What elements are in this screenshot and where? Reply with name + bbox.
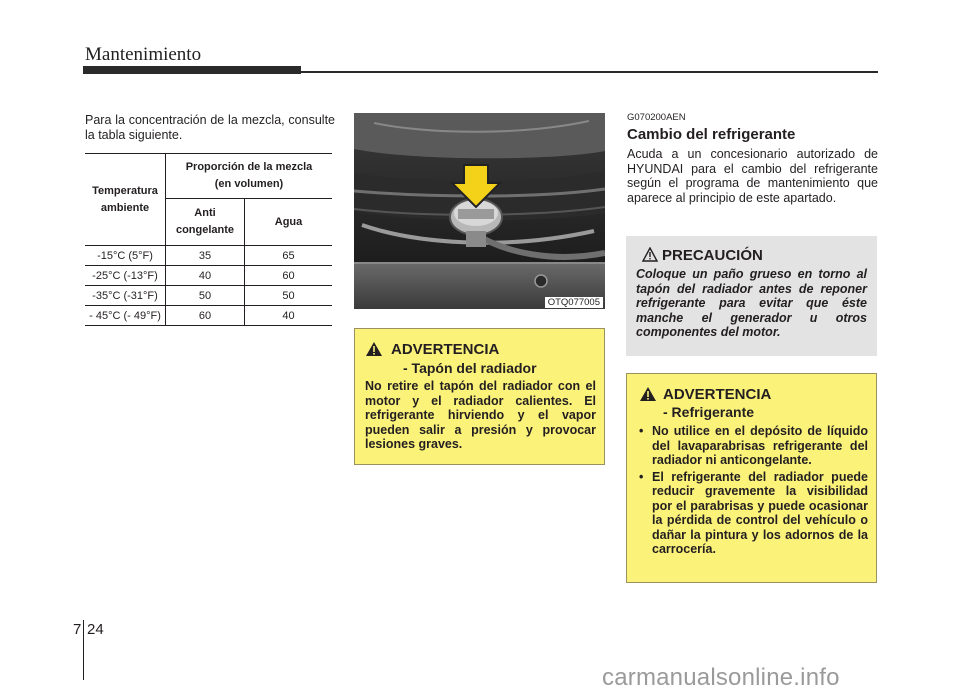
table-cell-agua: 40 (245, 306, 333, 326)
engine-bay-illustration (354, 113, 605, 309)
header-bar (83, 66, 301, 74)
page-chapter-number: 7 (73, 621, 82, 638)
table-row (85, 246, 332, 266)
warning-radiator-subtitle: - Tapón del radiador (403, 360, 537, 376)
warning-coolant-box (626, 373, 877, 583)
header-title: Mantenimiento (85, 44, 202, 65)
caution-title: PRECAUCIÓN (662, 247, 763, 264)
table-header-proportion-line2: (en volumen) (214, 178, 284, 190)
table-header-temperature (85, 154, 166, 246)
table-header-anti (166, 199, 245, 246)
table-header-anti-line1: Anti (194, 207, 216, 219)
table-header-anti-line2: congelante (175, 224, 235, 236)
table-row (85, 286, 332, 306)
warning-coolant-subtitle: - Refrigerante (663, 404, 755, 420)
section-title: Cambio del refrigerante (627, 126, 796, 143)
table-row (85, 306, 332, 326)
page-number: 24 (87, 621, 104, 638)
table-cell-temp: - 45°C (- 49°F) (85, 306, 166, 326)
table-row (85, 266, 332, 286)
warning-radiator-title: ADVERTENCIA (391, 341, 500, 358)
table-cell-temp: -25°C (-13°F) (85, 266, 166, 286)
section-code: G070200AEN (627, 112, 686, 123)
table-header-agua: Agua (245, 199, 333, 246)
list-item: • No utilice en el depósito de líquido del lavaparabrisas refrigerante del radiador ni anticongelante. (639, 424, 868, 467)
table-cell-agua: 65 (245, 246, 333, 266)
table-header-proportion-line1: Proporción de la mezcla (185, 161, 313, 173)
section-body: Acuda a un concesionario autorizado de HYUNDAI para el cambio del refrigerante según el programa de mantenimiento que aparece al principio de este apartado. (627, 147, 878, 205)
list-item-text: El refrigerante del radiador puede reducir gravemente la visibilidad por el parabrisas y puede ocasionar la pérdida de control del vehículo o dañar la pintura y los adornos de la carrocería. (652, 469, 868, 556)
radiator-cap-photo (354, 113, 605, 309)
list-item: • El refrigerante del radiador puede reducir gravemente la visibilidad por el parabrisas y puede ocasionar la pérdida de control del vehículo o dañar la pintura y los adornos de la carrocería. (639, 469, 868, 556)
table-cell-temp: -15°C (5°F) (85, 246, 166, 266)
table-cell-anti: 50 (166, 286, 245, 306)
table-header-proportion (166, 154, 333, 199)
table-cell-anti: 40 (166, 266, 245, 286)
table-header-temperature-text: Temperatura ambiente (92, 184, 158, 214)
caution-text: Coloque un paño grueso en torno al tapón del radiador antes de reponer refrigerante para evitar que éste manche el generador u otros componentes del motor. (636, 267, 867, 339)
table-cell-agua: 50 (245, 286, 333, 306)
table-cell-anti: 60 (166, 306, 245, 326)
intro-paragraph: Para la concentración de la mezcla, consulte la tabla siguiente. (85, 113, 335, 142)
caution-box (626, 236, 877, 356)
caution-triangle-icon (642, 247, 658, 267)
warning-coolant-title: ADVERTENCIA (663, 386, 772, 403)
warning-triangle-icon (365, 341, 383, 362)
table-cell-temp: -35°C (-31°F) (85, 286, 166, 306)
list-item-text: No utilice en el depósito de líquido del lavaparabrisas refrigerante del radiador ni anticongelante. (652, 424, 868, 467)
warning-coolant-list (637, 424, 868, 559)
page-divider (83, 620, 84, 680)
warning-radiator-text: No retire el tapón del radiador con el motor y el radiador calientes. El refrigerante hirviendo y el vapor pueden salir a presión y provocar lesiones graves. (365, 379, 596, 451)
warning-triangle-icon (639, 386, 657, 407)
mixture-table (85, 153, 332, 326)
watermark: carmanualsonline.info (602, 664, 840, 691)
table-cell-agua: 60 (245, 266, 333, 286)
photo-code: OTQ077005 (545, 297, 603, 308)
warning-radiator-box (354, 328, 605, 465)
header-rule (301, 71, 878, 73)
table-cell-anti: 35 (166, 246, 245, 266)
